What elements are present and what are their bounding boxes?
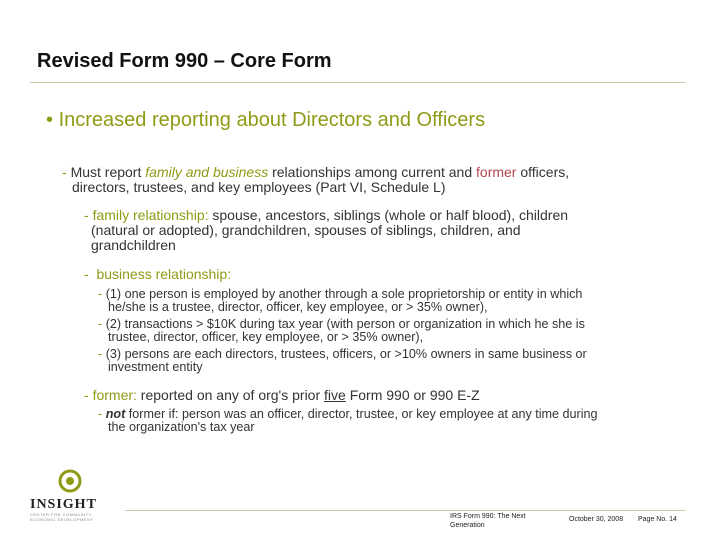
former-label: former:: [92, 387, 137, 403]
para1-line2: directors, trustees, and key employees (Part VI, Schedule L): [72, 179, 446, 195]
business-item-3-line1: [98, 347, 587, 361]
main-bullet: [46, 109, 485, 132]
para1-dash: -: [62, 164, 67, 180]
slide-title: Revised Form 990 – Core Form: [37, 50, 332, 72]
former-five: five: [324, 387, 346, 403]
footer-doc-line1: IRS Form 990: The Next: [450, 513, 526, 520]
footer-divider: [125, 510, 685, 511]
item-dash: -: [98, 347, 103, 361]
para1-mid: relationships among current and: [268, 164, 477, 180]
title-divider: [30, 82, 685, 83]
business-item-2-line2: trustee, director, officer, key employee, or > 35% owner),: [108, 330, 424, 344]
former-sub-line2: the organization's tax year: [108, 420, 255, 434]
former-sub-dash: -: [98, 407, 103, 421]
former-sub-not: not: [105, 407, 126, 421]
para1-former: former: [476, 164, 517, 180]
former-sub-text: former if: person was an officer, director, trustee, or key employee at any time during: [125, 407, 598, 421]
insight-logo-icon: [30, 468, 110, 498]
item-text: (3) persons are each directors, trustees, officers, or >10% owners in same business or: [105, 347, 587, 361]
former-post: Form 990 or 990 E-Z: [345, 387, 480, 403]
bullet-dot: •: [46, 109, 54, 131]
para1-line1: [62, 165, 569, 180]
footer-doc-line2: Generation: [450, 522, 485, 529]
item-dash: -: [98, 317, 103, 331]
main-bullet-text: Increased reporting about Directors and Officers: [58, 109, 486, 131]
para1-italic: family and business: [145, 164, 269, 180]
para1-pre: Must report: [70, 164, 146, 180]
family-label: family relationship:: [92, 207, 209, 223]
item-dash: -: [98, 287, 103, 301]
family-line1: [84, 208, 568, 223]
business-item-1-line2: he/she is a trustee, director, officer, key employee, or > 35% owner),: [108, 300, 488, 314]
former-dash: -: [84, 387, 89, 403]
family-dash: -: [84, 207, 89, 223]
business-item-3-line2: investment entity: [108, 360, 203, 374]
former-pre: reported on any of org's prior: [136, 387, 325, 403]
footer-doc-title: [450, 512, 526, 530]
item-text: (2) transactions > $10K during tax year (with person or organization in which he she is: [105, 317, 585, 331]
business-label: business relationship:: [96, 266, 232, 282]
family-line2: (natural or adopted), grandchildren, spouses of siblings, children, and: [91, 222, 521, 238]
former-line: [84, 388, 480, 403]
logo-name: INSIGHT: [30, 497, 97, 512]
business-dash: -: [84, 266, 89, 282]
para1-post: officers,: [516, 164, 570, 180]
item-text: (1) one person is employed by another through a sole proprietorship or entity in which: [105, 287, 583, 301]
family-line3: grandchildren: [91, 237, 176, 253]
footer-date: October 30, 2008: [569, 516, 624, 523]
former-sub-line1: [98, 407, 598, 421]
business-item-1-line1: [98, 287, 582, 301]
business-line: [84, 267, 231, 282]
logo-subtitle: CENTER FOR COMMUNITY ECONOMIC DEVELOPMENT: [30, 512, 94, 522]
footer-page: Page No. 14: [638, 516, 677, 523]
business-item-2-line1: [98, 317, 585, 331]
family-text1: spouse, ancestors, siblings (whole or half blood), children: [208, 207, 569, 223]
